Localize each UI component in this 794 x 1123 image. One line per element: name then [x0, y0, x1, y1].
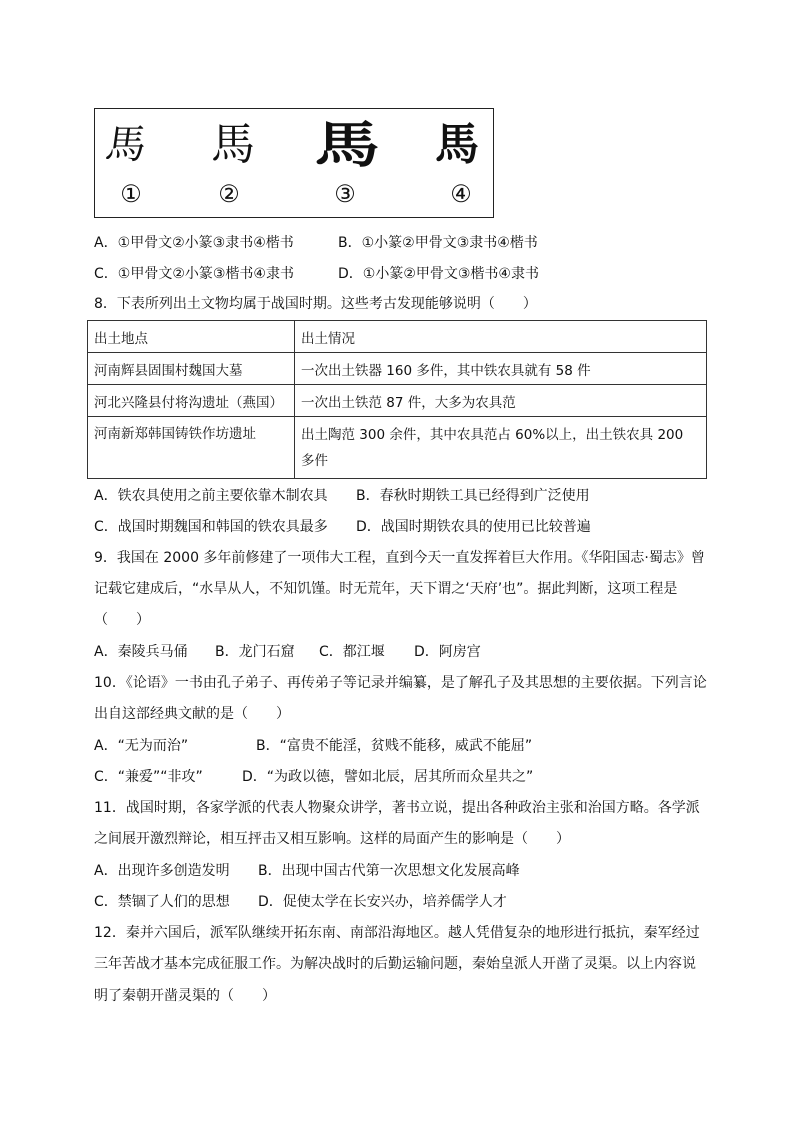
q9-stem-line2: 记载它建成后，“水旱从人，不知饥馑。时无荒年，天下谓之‘天府’也”。据此判断，这项工程是 [94, 581, 678, 597]
q10-option-b: B．“富贵不能淫，贫贱不能移，威武不能屈” [256, 738, 533, 754]
q8-table [87, 320, 707, 479]
q7-option-b: B．①小篆②甲骨文③隶书④楷书 [338, 235, 538, 251]
table-cell-location: 河南新郑韩国铸铁作坊遗址 [88, 417, 295, 479]
q11-option-b: B．出现中国古代第一次思想文化发展高峰 [258, 863, 520, 879]
q8-stem: 8．下表所列出土文物均属于战国时期。这些考古发现能够说明（ ） [94, 296, 537, 312]
q8-option-c: C．战国时期魏国和韩国的铁农具最多 [94, 519, 328, 535]
table-row [88, 417, 707, 479]
glyph-oracle-bone: 馬 [102, 122, 150, 168]
q9-option-c: C．都江堰 [319, 644, 385, 660]
glyph-small-seal: 馬 [211, 119, 255, 170]
q9-stem-line1: 9．我国在 2000 多年前修建了一项伟大工程，直到今天一直发挥着巨大作用。《华阳国志·蜀志》曾 [94, 550, 705, 566]
glyph-number-3: ③ [334, 180, 356, 208]
q11-option-a: A．出现许多创造发明 [94, 863, 230, 879]
q7-option-c: C．①甲骨文②小篆③楷书④隶书 [94, 266, 294, 282]
q9-option-a: A．秦陵兵马俑 [94, 644, 188, 660]
q10-option-c: C．“兼爱”“非攻” [94, 769, 203, 785]
q11-stem-line1: 11．战国时期，各家学派的代表人物聚众讲学，著书立说，提出各种政治主张和治国方略。各学派 [94, 800, 700, 816]
table-cell-finding: 一次出土铁范 87 件，大多为农具范 [295, 385, 707, 417]
q11-option-c: C．禁锢了人们的思想 [94, 894, 230, 910]
table-cell-location: 河北兴隆县付将沟遗址（燕国） [88, 385, 295, 417]
character-evolution-figure [94, 108, 494, 218]
glyph-number-2: ② [218, 180, 240, 208]
q8-option-b: B．春秋时期铁工具已经得到广泛使用 [356, 488, 590, 504]
q9-stem-line3: （ ） [94, 612, 150, 628]
q10-stem-line1: 10．《论语》一书由孔子弟子、再传弟子等记录并编纂，是了解孔子及其思想的主要依据。下列言论 [94, 675, 707, 691]
q10-stem-line2: 出自这部经典文献的是（ ） [94, 706, 290, 722]
table-cell-location: 河南辉县固围村魏国大墓 [88, 353, 295, 385]
q8-option-a: A．铁农具使用之前主要依靠木制农具 [94, 488, 328, 504]
q11-option-d: D．促使太学在长安兴办，培养儒学人才 [258, 894, 507, 910]
glyph-number-1: ① [120, 180, 142, 208]
glyph-clerical: 馬 [314, 115, 380, 174]
table-row [88, 353, 707, 385]
glyph-regular: 馬 [435, 119, 479, 170]
table-header-row [88, 321, 707, 353]
q9-option-d: D．阿房宫 [414, 644, 481, 660]
table-cell-finding: 一次出土铁器 160 多件，其中铁农具就有 58 件 [295, 353, 707, 385]
q10-option-d: D．“为政以德，譬如北辰，居其所而众星共之” [242, 769, 534, 785]
table-header-finding: 出土情况 [295, 321, 707, 353]
q10-option-a: A．“无为而治” [94, 738, 189, 754]
q8-option-d: D．战国时期铁农具的使用已比较普遍 [356, 519, 591, 535]
table-cell-finding: 出土陶范 300 余件，其中农具范占 60%以上，出土铁农具 200 多件 [295, 417, 707, 479]
q11-stem-line2: 之间展开激烈辩论，相互抨击又相互影响。这样的局面产生的影响是（ ） [94, 831, 570, 847]
q9-option-b: B．龙门石窟 [215, 644, 295, 660]
q12-stem-line3: 明了秦朝开凿灵渠的（ ） [94, 988, 276, 1004]
q7-option-d: D．①小篆②甲骨文③楷书④隶书 [338, 266, 539, 282]
q12-stem-line2: 三年苦战才基本完成征服工作。为解决战时的后勤运输问题，秦始皇派人开凿了灵渠。以上内容说 [94, 956, 696, 972]
q7-option-a: A．①甲骨文②小篆③隶书④楷书 [94, 235, 294, 251]
table-header-location: 出土地点 [88, 321, 295, 353]
q12-stem-line1: 12．秦并六国后，派军队继续开拓东南、南部沿海地区。越人凭借复杂的地形进行抵抗，秦军经过 [94, 925, 700, 941]
table-row [88, 385, 707, 417]
glyph-number-4: ④ [450, 180, 472, 208]
